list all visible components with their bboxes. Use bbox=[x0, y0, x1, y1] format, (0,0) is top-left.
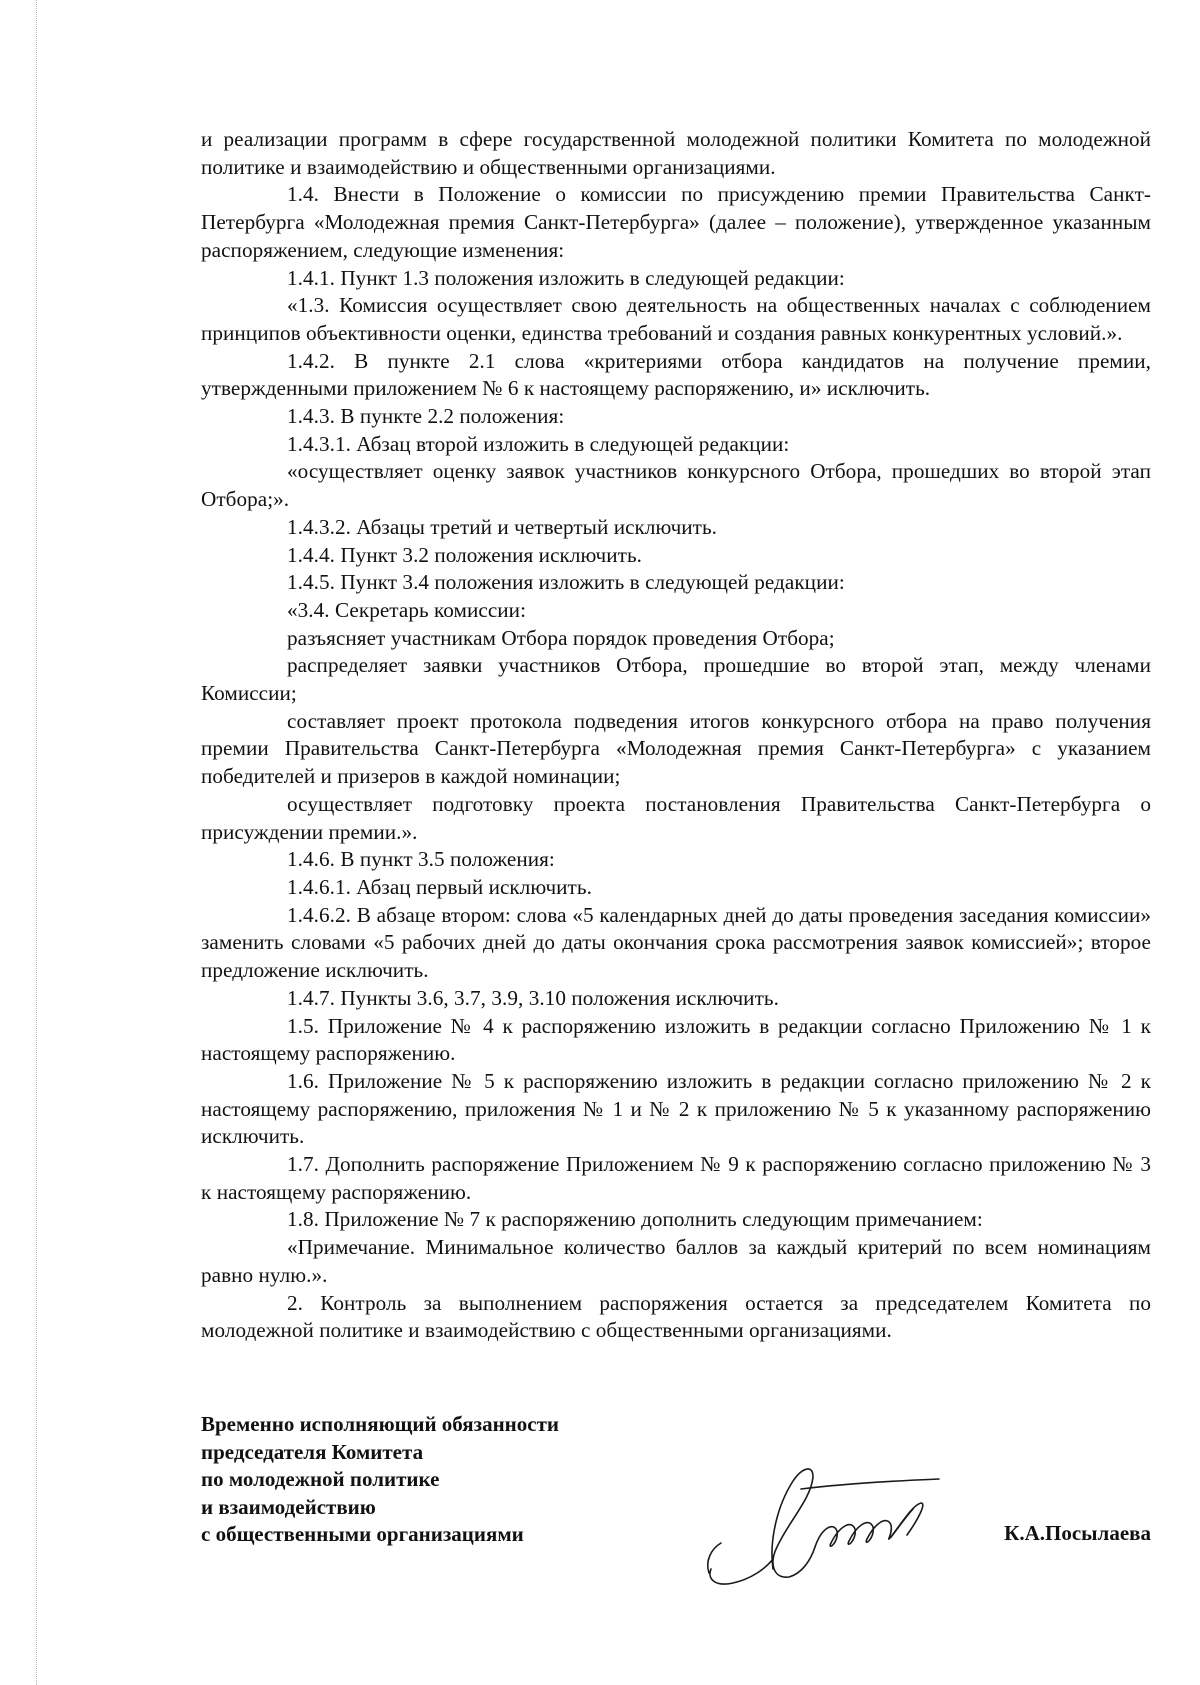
paragraph-3-4-quote: «3.4. Секретарь комиссии: bbox=[287, 597, 527, 622]
paragraph-evaluation-quote: «осуществляет оценку заявок участников конкурсного Отбора, прошедших во второй этап Отбора;». bbox=[201, 459, 1151, 512]
signatory-title-line: Временно исполняющий обязанности bbox=[201, 1412, 560, 1436]
paragraph-1-4-5: 1.4.5. Пункт 3.4 положения изложить в следующей редакции: bbox=[287, 570, 845, 595]
signatory-title-line: по молодежной политике bbox=[201, 1467, 440, 1491]
paragraph-1-4-2: 1.4.2. В пункте 2.1 слова «критериями отбора кандидатов на получение премии, утвержденными приложением № 6 к настоящему распоряжению, и» исключить. bbox=[201, 348, 1151, 401]
paragraph-1-3-quote: «1.3. Комиссия осуществляет свою деятельность на общественных началах с соблюдением принципов объективности оценки, единства требований и создания равных конкурентных условий.». bbox=[201, 293, 1151, 345]
paragraph-1-4-1: 1.4.1. Пункт 1.3 положения изложить в следующей редакции: bbox=[287, 265, 845, 290]
paragraph-1-7: 1.7. Дополнить распоряжение Приложением № 9 к распоряжению согласно приложению № 3 к настоящему распоряжению. bbox=[201, 1152, 1151, 1204]
signature-block bbox=[201, 1411, 1151, 1591]
scan-edge-line bbox=[36, 0, 37, 1685]
paragraph-continuation: и реализации программ в сфере государственной молодежной политики Комитета по молодежной политике и взаимодействию и общественными организациями. bbox=[201, 127, 1151, 179]
paragraph-secretary-duty-2: распределяет заявки участников Отбора, прошедшие во второй этап, между членами Комиссии; bbox=[201, 653, 1151, 706]
paragraph-1-8: 1.8. Приложение № 7 к распоряжению дополнить следующим примечанием: bbox=[287, 1207, 983, 1232]
paragraph-1-4-6-2: 1.4.6.2. В абзаце втором: слова «5 календарных дней до даты проведения заседания комиссии» заменить словами «5 рабочих дней до даты окончания срока рассмотрения заявок комиссией»; второе предложение исключить. bbox=[201, 902, 1151, 983]
paragraph-1-5: 1.5. Приложение № 4 к распоряжению изложить в редакции согласно Приложению № 1 к настоящему распоряжению. bbox=[201, 1013, 1151, 1066]
signatory-title-line: и взаимодействию bbox=[201, 1494, 376, 1519]
paragraph-1-6: 1.6. Приложение № 5 к распоряжению изложить в редакции согласно приложению № 2 к настоящему распоряжению, приложения № 1 и № 2 к приложению № 5 к указанному распоряжению исключить. bbox=[201, 1068, 1151, 1149]
paragraph-1-4-3-1: 1.4.3.1. Абзац второй изложить в следующей редакции: bbox=[287, 431, 790, 456]
paragraph-secretary-duty-3: составляет проект протокола подведения итогов конкурсного отбора на право получения премии Правительства Санкт-Петербурга «Молодежная премия Санкт-Петербурга» с указанием победителей и призеров в каждой номинации; bbox=[201, 708, 1151, 789]
signatory-name: К.А.Посылаева bbox=[1004, 1521, 1151, 1545]
signatory-title bbox=[201, 1411, 559, 1549]
paragraph-1-4-6-1: 1.4.6.1. Абзац первый исключить. bbox=[287, 874, 592, 899]
handwritten-signature-icon bbox=[681, 1451, 941, 1591]
paragraph-1-4-6: 1.4.6. В пункт 3.5 положения: bbox=[287, 847, 555, 872]
document-body bbox=[201, 126, 1151, 1345]
paragraph-2: 2. Контроль за выполнением распоряжения остается за председателем Комитета по молодежной политике и взаимодействию с общественными организациями. bbox=[201, 1290, 1151, 1343]
paragraph-1-4-3-2: 1.4.3.2. Абзацы третий и четвертый исключить. bbox=[287, 514, 718, 539]
paragraph-1-4-7: 1.4.7. Пункты 3.6, 3.7, 3.9, 3.10 положения исключить. bbox=[287, 985, 779, 1010]
paragraph-note-quote: «Примечание. Минимальное количество баллов за каждый критерий по всем номинациям равно нулю.». bbox=[201, 1235, 1151, 1287]
signatory-title-line: с общественными организациями bbox=[201, 1522, 524, 1546]
paragraph-1-4-3: 1.4.3. В пункте 2.2 положения: bbox=[287, 404, 565, 429]
paragraph-secretary-duty-4: осуществляет подготовку проекта постановления Правительства Санкт-Петербурга о присуждении премии.». bbox=[201, 791, 1151, 844]
paragraph-secretary-duty-1: разъясняет участникам Отбора порядок проведения Отбора; bbox=[287, 625, 835, 650]
paragraph-1-4-4: 1.4.4. Пункт 3.2 положения исключить. bbox=[287, 542, 643, 567]
signatory-title-line: председателя Комитета bbox=[201, 1439, 424, 1464]
paragraph-1-4: 1.4. Внести в Положение о комиссии по присуждению премии Правительства Санкт-Петербурга «Молодежная премия Санкт-Петербурга» (далее – положение), утвержденное указанным распоряжением, следующие изменения: bbox=[201, 182, 1151, 262]
